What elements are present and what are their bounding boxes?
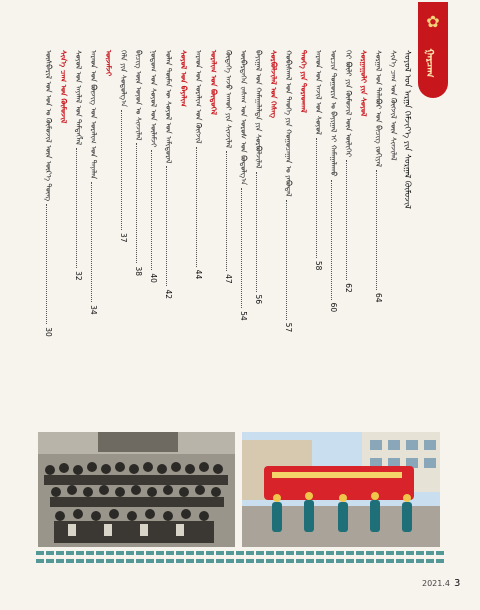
leader-dots (121, 110, 122, 230)
contents-text: ᠠᠷᠠᠳ ᠤᠨ ᠤᠷᠠᠯᠢᠭ ᠤᠨ ᠬᠥᠭᠵᠢᠯ (194, 50, 203, 144)
leader-dots (256, 172, 257, 292)
leader-dots (286, 200, 287, 320)
contents-page-number: 58 (314, 260, 323, 271)
contents-page-number: 34 (89, 305, 98, 315)
page-footer (422, 578, 460, 589)
contents-page-number: 47 (224, 274, 233, 284)
leader-dots (331, 180, 332, 300)
contents-text: ᠣᠷᠴᠢᠨ ᠲᠣᠭᠣᠷᠢᠨ ᠤ ᠪᠠᠶᠢᠭᠠᠯ ᠢ ᠬᠠᠮᠠᠭᠠᠯᠠᠬᠤ (329, 50, 338, 177)
leader-dots (376, 170, 377, 290)
contents-page-number: 62 (344, 283, 353, 293)
contents-page-number: 32 (74, 271, 83, 281)
contents-page-number: 44 (194, 269, 203, 280)
contents-text: ᠦᠵᠡᠮᠵᠢ (104, 50, 113, 77)
contents-text: ᠲᠡᠦᠬᠡ ᠶᠢᠨ ᠳᠤᠷᠠᠳᠬᠠᠯ (299, 50, 308, 113)
contents-text: ᠪᠢᠴᠢᠭ ᠦᠨ ᠣᠶᠤᠨ ᠤ ᠰᠢᠨᠵᠢᠯᠡᠯ (134, 50, 143, 141)
leader-dots (151, 150, 152, 270)
leader-dots (316, 138, 317, 258)
flower-icon: ✿ (426, 12, 440, 31)
leader-dots (136, 143, 137, 263)
leader-dots (76, 148, 77, 268)
leader-dots (346, 160, 347, 280)
contents-text: ᠰᠤᠷᠭᠠᠭᠤᠯᠢ ᠶᠢᠨ ᠰᠣᠶᠣᠯ (359, 50, 368, 117)
leader-dots (166, 166, 167, 286)
contents-page-number: 38 (134, 266, 143, 276)
contents-text: ᠭᠡᠷ ᠪᠦᠯᠢ ᠶᠢᠨ ᠬᠦᠮᠦᠵᠢᠯ ᠦᠨ ᠦᠯᠢᠭᠡᠷ (344, 50, 353, 158)
contents-text: ᠰᠤᠷᠪᠤᠯᠵᠢᠯᠠᠯ ᠤᠨ ᠬᠡᠰᠡᠭ (269, 50, 278, 118)
leader-dots (241, 188, 242, 308)
contents-text: ᠰᠢᠨ᠎ᠡ ᠴᠠᠭ ᠤᠨ ᠬᠦᠮᠦᠵᠢᠯ (59, 50, 68, 124)
contents-text: ᠬᠡᠯᠡ ᠶᠢᠨ ᠰᠤᠳᠤᠯᠭ᠎ᠠ (119, 50, 128, 107)
contents-page-number: 42 (164, 289, 173, 299)
contents-text: ᠰᠣᠶᠣᠯ ᠤᠨ ᠠᠷᠭᠠ ᠬᠡᠮᠵᠢᠶ᠎ᠡ ᠶᠢᠨ ᠰᠤᠷᠭᠠᠯ ᠬᠥᠮᠦᠵᠢᠯ (402, 50, 412, 209)
contents-text: ᠬᠥᠳᠡᠭᠡ ᠠᠵᠤ ᠠᠬᠤᠢ ᠶᠢᠨ ᠰᠢᠨᠵᠢᠯᠡᠯ (224, 50, 233, 149)
contents-text: ᠠᠷᠠᠳ ᠤᠨ ᠪᠦᠵᠢᠭ ᠤᠨ ᠤᠷᠠᠯᠢᠭ ᠤᠨ ᠲᠠᠶᠠᠯᠠᠨ (89, 50, 98, 180)
contents-text: ᠰᠤᠷᠭᠠᠯ ᠤᠨ ᠲᠠᠯᠠᠪᠤᠷ ᠤᠨ ᠪᠢᠴᠢᠭ ᠵᠣᠬᠢᠶᠠᠯ (374, 50, 383, 167)
contents-text: ᠱᠢᠨ᠎ᠡ ᠴᠠᠭ ᠤᠨ ᠬᠥᠭᠵᠢᠯ ᠦᠨ ᠰᠢᠨᠵᠢᠯᠡᠯ (389, 50, 398, 161)
contents-text: ᠰᠣᠶᠣᠯ ᠤᠨ ᠠᠶᠠᠯᠠᠯ ᠤᠨ ᠲᠡᠮᠳᠡᠭᠯᠡᠯ (74, 50, 83, 146)
contents-text: ᠥᠰᠪᠡᠷᠢᠯ ᠤᠨ ᠣᠨ ᠤ ᠬᠦᠮᠦᠵᠢᠯ ᠦᠨ ᠦᠷ᠎ᠡ ᠳᠦᠩ (44, 50, 53, 202)
page-number: 3 (454, 578, 461, 589)
issue-date: 2021.4 (422, 579, 450, 588)
contents-text: ᠨᠤᠲᠤᠭ ᠤᠨ ᠰᠣᠶᠣᠯ ᠤᠨ ᠦᠯᠡᠮᠵᠢ (149, 50, 158, 148)
contents-text: ᠣᠯᠠᠨ ᠲᠦᠮᠡᠨ ᠦ ᠰᠣᠶᠣᠯ ᠤᠨ ᠠᠮᠢᠳᠤᠷᠠᠯ (164, 50, 173, 164)
contents-text: ᠠᠷᠠᠳ ᠤᠨ ᠠᠵᠢᠯ ᠤᠨ ᠰᠣᠶᠣᠯ (314, 50, 323, 135)
section-badge (418, 2, 448, 98)
contents-text: ᠥᠪᠡᠷᠲᠡᠭᠡᠨ ᠵᠠᠰᠠᠭ ᠤᠨ ᠤᠷᠤᠰ ᠤᠨ ᠪᠣᠳᠤᠯᠭ᠎ᠠ (239, 50, 248, 186)
contents-page-number: 54 (239, 311, 248, 321)
leader-dots (46, 204, 47, 324)
contents-page-number: 56 (254, 294, 263, 305)
contents-page-number: 64 (374, 292, 383, 303)
historical-group-photo (38, 432, 235, 547)
leader-dots (196, 147, 197, 267)
contents-page-number: 30 (44, 327, 53, 337)
leader-dots (91, 182, 92, 302)
contents-page-number: 60 (329, 302, 338, 313)
contents-text: ᠰᠣᠶᠣᠯ ᠤᠨ ᠪᠠᠶᠠᠯᠢᠭ (179, 50, 188, 107)
contents-page-number: 37 (119, 232, 128, 243)
contents-text: ᠬᠤᠪᠢᠰᠬᠠᠯ ᠤᠨ ᠲᠡᠦᠬᠡ ᠶᠢᠨ ᠬᠤᠭᠤᠴᠠᠭᠠᠨ ᠤ ᠶᠠᠪᠤᠳᠠᠯ (284, 50, 293, 197)
section-title: ᠭᠠᠷᠴᠠᠭ (424, 48, 435, 78)
contents-page-number: 57 (284, 322, 293, 333)
ornamental-border-inner (36, 555, 446, 559)
street-performance-photo (242, 432, 440, 547)
leader-dots (226, 151, 227, 271)
contents-page-number: 40 (149, 273, 158, 283)
contents-text: ᠪᠠᠶᠢᠭᠠᠯ ᠤᠨ ᠬᠠᠮᠠᠭᠠᠯᠠᠯᠲᠠ ᠶᠢᠨ ᠰᠤᠷᠪᠤᠯᠵᠢᠯᠠᠯ (254, 50, 263, 169)
contents-text: ᠤᠷᠠᠯᠢᠭ ᠤᠨ ᠪᠦᠲᠦᠭᠡᠯ (209, 50, 218, 115)
